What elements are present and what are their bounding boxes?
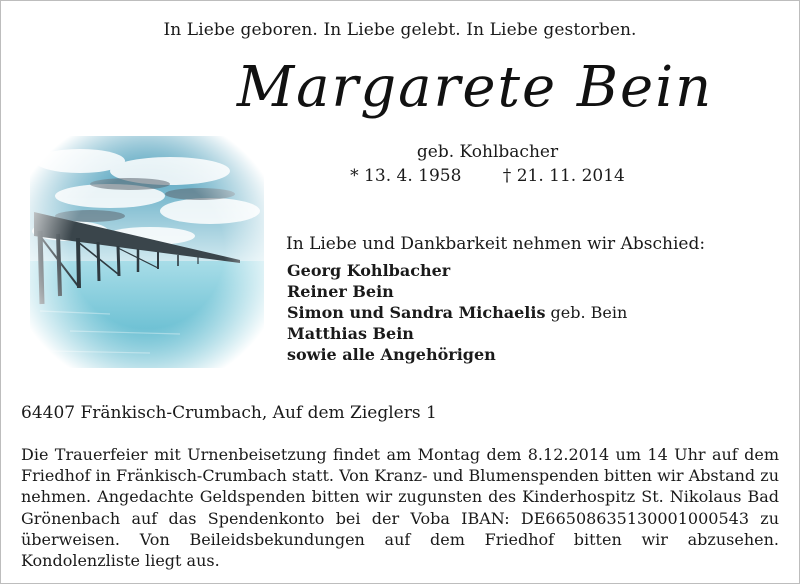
mourner-item: Simon und Sandra Michaelis geb. Bein [287, 303, 628, 322]
mourners-list [287, 260, 627, 365]
motto: In Liebe geboren. In Liebe gelebt. In Liebe gestorben. [163, 20, 637, 40]
life-dates [300, 166, 675, 186]
birth-name: geb. Kohlbacher [416, 142, 559, 162]
mourner-item: Reiner Bein [287, 282, 394, 301]
pier-over-water-image [30, 136, 264, 368]
family-address: 64407 Fränkisch-Crumbach, Auf dem Zieglers 1 [21, 403, 437, 423]
farewell-line: In Liebe und Dankbarkeit nehmen wir Abschied: [286, 234, 706, 254]
mourner-item: Matthias Bein [287, 324, 414, 343]
mourner-item: sowie alle Angehörigen [287, 345, 496, 364]
death-date: † 21. 11. 2014 [502, 166, 625, 186]
funeral-notice: Die Trauerfeier mit Urnenbeisetzung findet am Montag dem 8.12.2014 um 14 Uhr auf dem Friedhof in Fränkisch-Crumbach statt. Von Kranz- und Blumenspenden bitten wir Abstand zu nehmen. Angedachte Geldspenden bitten wir zugunsten des Kinderhospitz St. Nikolaus Bad Grönenbach auf das Spendenkonto bei der Voba IBAN: DE66508635130001000543 zu überweisen. Von Beileidsbekundungen auf dem Friedhof bitten wir abzusehen. Kondolenzliste liegt aus. [21, 445, 779, 571]
deceased-name: Margarete Bein [236, 55, 714, 120]
birth-date: * 13. 4. 1958 [350, 166, 462, 186]
mourner-item: Georg Kohlbacher [287, 261, 451, 280]
